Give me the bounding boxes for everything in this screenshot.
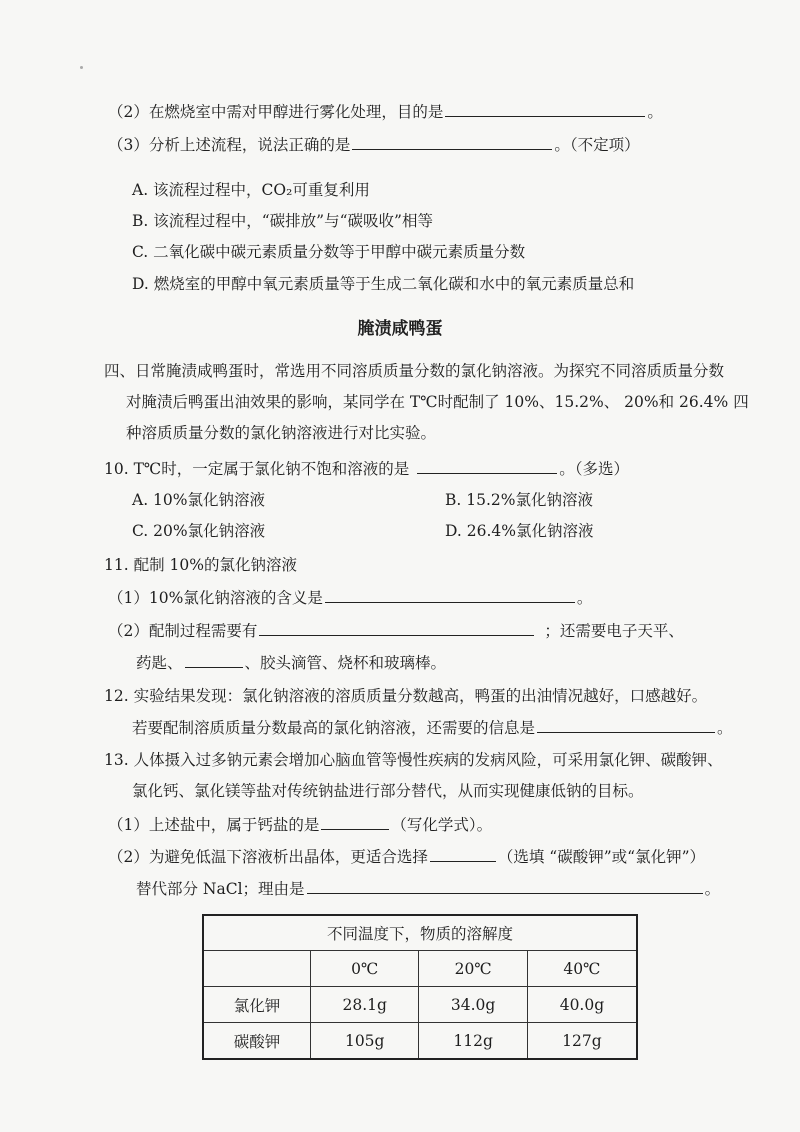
table-header-cell xyxy=(203,951,311,987)
q13-part2-text: （2）为避免低温下溶液析出晶体，更适合选择 xyxy=(108,848,428,866)
table-cell: 105g xyxy=(311,1023,419,1060)
scan-dot xyxy=(80,66,83,69)
q11-part2-line2-a: 药匙、 xyxy=(136,654,183,672)
q11-part2-line2 xyxy=(136,652,446,673)
table-header-row xyxy=(203,951,637,987)
q12-line-1: 12. 实验结果发现：氯化钠溶液的溶质质量分数越高，鸭蛋的出油情况越好，口感越好。 xyxy=(104,687,708,705)
q13-part2-line2 xyxy=(136,878,720,899)
section-title: 腌渍咸鸭蛋 xyxy=(357,319,443,339)
table-cell: 112g xyxy=(419,1023,527,1060)
q10-option-c: C. 20%氯化钠溶液 xyxy=(132,522,266,540)
option-c: C. 二氧化碳中碳元素质量分数等于甲醇中碳元素质量分数 xyxy=(132,243,526,261)
answer-blank[interactable] xyxy=(325,587,575,603)
q11-part2-text: （2）配制过程需要有 xyxy=(108,622,258,640)
intro-line-1: 四、日常腌渍咸鸭蛋时，常选用不同溶质质量分数的氯化钠溶液。为探究不同溶质质量分数 xyxy=(104,362,725,380)
q13-line-2: 氯化钙、氯化镁等盐对传统钠盐进行部分替代，从而实现健康低钠的目标。 xyxy=(132,782,644,800)
table-row xyxy=(203,987,637,1023)
table-cell: 34.0g xyxy=(419,987,527,1023)
q11-part1-text: （1）10%氯化钠溶液的含义是 xyxy=(108,589,323,607)
q10-option-b: B. 15.2%氯化钠溶液 xyxy=(445,491,593,509)
answer-blank[interactable] xyxy=(445,101,645,117)
table-cell: 碳酸钾 xyxy=(203,1023,311,1060)
q12-end: 。 xyxy=(717,719,733,737)
q13-line-1: 13. 人体摄入过多钠元素会增加心脑血管等慢性疾病的发病风险，可采用氯化钾、碳酸钾、 xyxy=(104,751,723,769)
q11-stem: 11. 配制 10%的氯化钠溶液 xyxy=(104,556,297,574)
q10-stem xyxy=(104,458,629,479)
intro-line-2: 对腌渍后鸭蛋出油效果的影响，某同学在 T℃时配制了 10%、15.2%、 20%和 26.4% 四 xyxy=(126,393,749,411)
table-cell: 40.0g xyxy=(527,987,637,1023)
q11-part2-line2-b: 、胶头滴管、烧杯和玻璃棒。 xyxy=(244,654,447,672)
table-row xyxy=(203,1023,637,1060)
q11-part1-end: 。 xyxy=(576,589,593,607)
q12-line-2 xyxy=(132,717,733,738)
answer-blank[interactable] xyxy=(352,134,552,150)
q-prev-part2 xyxy=(108,101,663,122)
table-caption: 不同温度下，物质的溶解度 xyxy=(203,915,637,951)
q10-option-a: A. 10%氯化钠溶液 xyxy=(132,491,265,509)
answer-blank[interactable] xyxy=(185,652,243,668)
option-b: B. 该流程过程中，“碳排放”与“碳吸收”相等 xyxy=(132,212,433,230)
intro-line-3: 种溶质质量分数的氯化钠溶液进行对比实验。 xyxy=(126,424,437,442)
q-prev-part3-text: （3）分析上述流程，说法正确的是 xyxy=(108,136,351,154)
q13-part2-end: （选填 “碳酸钾”或“氯化钾”） xyxy=(497,848,705,866)
q-prev-part3-end: 。（不定项） xyxy=(554,136,640,154)
q12-line-2-text: 若要配制溶质质量分数最高的氯化钠溶液，还需要的信息是 xyxy=(132,719,536,737)
q13-part2-line2-text: 替代部分 NaCl；理由是 xyxy=(136,880,305,898)
answer-blank[interactable] xyxy=(417,458,557,474)
q11-part2-mid: ；还需要电子天平、 xyxy=(544,622,684,640)
answer-blank[interactable] xyxy=(537,717,715,733)
q13-part1 xyxy=(108,814,492,835)
answer-blank[interactable] xyxy=(259,620,534,636)
answer-blank[interactable] xyxy=(307,878,703,894)
q10-option-d: D. 26.4%氯化钠溶液 xyxy=(445,522,594,540)
table-cell: 127g xyxy=(527,1023,637,1060)
table-header-cell: 40℃ xyxy=(527,951,637,987)
q13-part2-line2-end: 。 xyxy=(704,880,721,898)
q-prev-part3 xyxy=(108,134,640,155)
option-a: A. 该流程过程中，CO₂可重复利用 xyxy=(132,181,370,199)
table-header-cell: 20℃ xyxy=(419,951,527,987)
table-header-cell: 0℃ xyxy=(311,951,419,987)
answer-blank[interactable] xyxy=(321,814,389,830)
q-prev-part2-text: （2）在燃烧室中需对甲醇进行雾化处理，目的是 xyxy=(108,103,444,121)
q10-stem-end: 。（多选） xyxy=(559,460,630,478)
q11-part1 xyxy=(108,587,592,608)
q13-part2 xyxy=(108,846,705,867)
q13-part1-text: （1）上述盐中，属于钙盐的是 xyxy=(108,816,320,834)
q-prev-part2-end: 。 xyxy=(647,103,663,121)
option-d: D. 燃烧室的甲醇中氧元素质量等于生成二氧化碳和水中的氧元素质量总和 xyxy=(132,275,635,293)
solubility-table xyxy=(202,914,638,1060)
q11-part2 xyxy=(108,620,684,641)
table-cell: 氯化钾 xyxy=(203,987,311,1023)
answer-blank[interactable] xyxy=(430,846,496,862)
table-cell: 28.1g xyxy=(311,987,419,1023)
q13-part1-end: （写化学式）。 xyxy=(391,816,493,834)
q10-stem-text: 10. T℃时，一定属于氯化钠不饱和溶液的是 xyxy=(104,460,410,478)
